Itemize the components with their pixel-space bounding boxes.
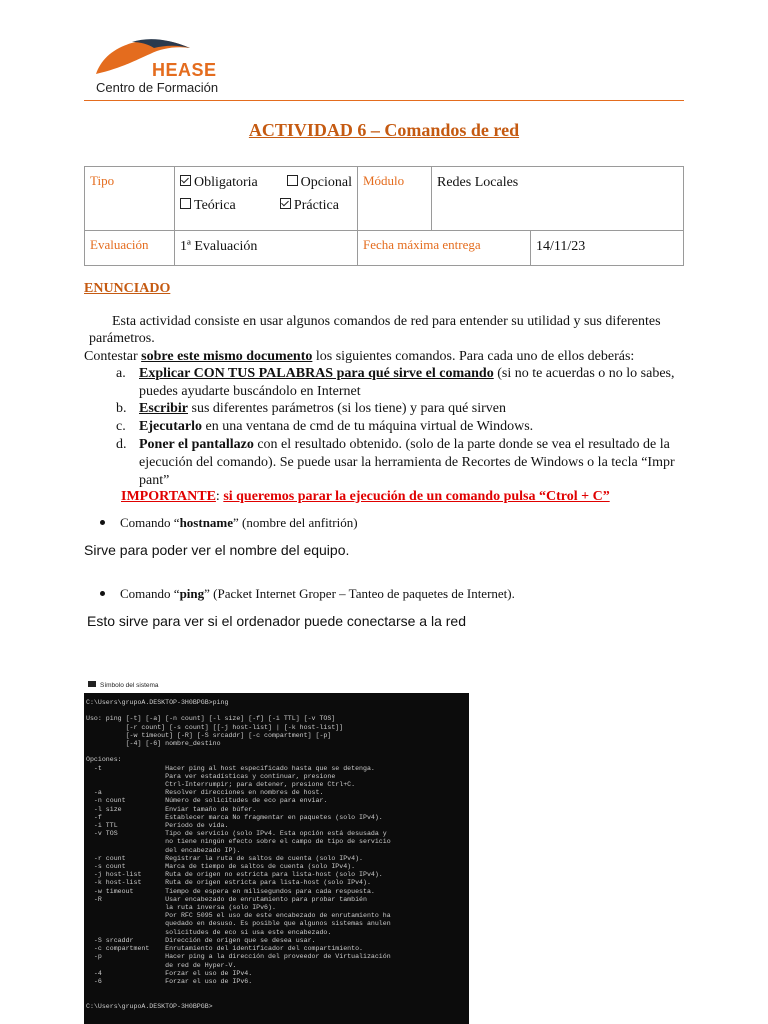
- cmd-output-line: -6 Forzar el uso de IPv6.: [86, 977, 253, 985]
- hease-logo: [92, 36, 222, 98]
- list-item-a: [116, 365, 684, 401]
- cmd-output-line: -c compartment Enrutamiento del identificador del compartimiento.: [86, 945, 363, 953]
- checked-checkbox-icon: [280, 198, 291, 209]
- unchecked-checkbox-icon: [180, 198, 191, 209]
- cmd-output-line: -4 Forzar el uso de IPv4.: [86, 969, 253, 977]
- list-text: [139, 400, 684, 418]
- cmd-output-line: Para ver estadísticas y continuar, presione: [86, 772, 336, 780]
- logo-subtitle: Centro de Formación: [96, 80, 219, 95]
- cmd-output-line: -l size Enviar tamaño de búfer.: [86, 805, 257, 813]
- evaluacion-value-cell: [175, 231, 358, 266]
- cmd-output-line: -v TOS Tipo de servicio (solo IPv4. Esta opción está desusada y: [86, 830, 387, 838]
- cmd-screenshot: [84, 678, 469, 1024]
- bullet-icon: [100, 520, 105, 525]
- important-text: si queremos parar la ejecución de un comando pulsa “Ctrol + C”: [223, 489, 610, 504]
- cmd-output-line: -n count Número de solicitudes de eco para enviar.: [86, 797, 328, 805]
- page-title: ACTIVIDAD 6 – Comandos de red: [248, 120, 520, 140]
- list-marker: a.: [116, 366, 126, 381]
- header-divider: [84, 100, 684, 101]
- list-text-bold: Ejecutarlo: [139, 419, 202, 434]
- fecha-value: 14/11/23: [536, 239, 586, 254]
- cmd-output-line: -k host-list Ruta de origen estricta para lista-host (solo IPv4).: [86, 879, 371, 887]
- list-marker: b.: [116, 401, 127, 416]
- list-marker: c.: [116, 419, 126, 434]
- cmd-output-line: -r count Registrar la ruta de saltos de cuenta (solo IPv4).: [86, 854, 363, 862]
- evaluacion-label: Evaluación: [90, 237, 149, 252]
- modulo-label-cell: [358, 167, 432, 231]
- activity-info-table: [84, 166, 684, 266]
- cmd-output-line: de red de Hyper-V.: [86, 961, 237, 969]
- cmd-output-line: -p Hacer ping a la dirección del proveedor de Virtualización: [86, 953, 391, 961]
- list-text-rest: (si no te acuerdas o no lo sabes, puedes ayudarte buscándolo en Internet: [139, 366, 675, 399]
- fecha-label: Fecha máxima entrega: [363, 237, 481, 252]
- cmd-window-icon: [88, 681, 96, 687]
- cmd-output-line: -R Usar encabezado de enrutamiento para probar también: [86, 895, 367, 903]
- checked-checkbox-icon: [180, 175, 191, 186]
- command-pre: Comando “: [120, 515, 180, 530]
- modulo-value: Redes Locales: [437, 175, 519, 190]
- cmd-output-line: [-4] [-6] nombre_destino: [86, 740, 221, 748]
- cmd-output-line: -S srcaddr Dirección de origen que se desea usar.: [86, 936, 316, 944]
- tipo-label-cell: [85, 167, 175, 231]
- command-pre: Comando “: [120, 586, 180, 601]
- unchecked-checkbox-icon: [287, 175, 298, 186]
- important-note: [121, 489, 610, 505]
- option-label: Práctica: [293, 198, 339, 213]
- option-label: Opcional: [300, 175, 352, 190]
- important-label: IMPORTANTE: [121, 489, 216, 504]
- modulo-value-cell: [432, 167, 684, 231]
- cmd-output-line: [86, 986, 467, 994]
- cmd-output-line: Por RFC 5095 el uso de este encabezado de enrutamiento ha: [86, 912, 391, 920]
- list-text-bold: Escribir: [139, 401, 188, 416]
- bullet-icon: [100, 591, 105, 596]
- enunciado-heading: ENUNCIADO: [84, 281, 171, 296]
- command-post: ” (Packet Internet Groper – Tanteo de paquetes de Internet).: [204, 586, 515, 601]
- option-practica[interactable]: [280, 198, 339, 214]
- important-separator: :: [215, 489, 224, 504]
- list-text: [139, 365, 684, 401]
- cmd-output-line: [-w timeout] [-R] [-S srcaddr] [-c compartment] [-p]: [86, 731, 332, 739]
- cmd-output-line: del encabezado IP).: [86, 846, 241, 854]
- evaluacion-label-cell: [85, 231, 175, 266]
- cmd-output-line: -t Hacer ping al host especificado hasta que se detenga.: [86, 764, 375, 772]
- list-text: [139, 436, 684, 490]
- command-post: ” (nombre del anfitrión): [233, 515, 358, 530]
- list-text-bold: Poner el pantallazo: [139, 437, 254, 452]
- cmd-output-line: -w timeout Tiempo de espera en milisegundos para cada respuesta.: [86, 887, 375, 895]
- list-text-bold: Explicar CON TUS PALABRAS para qué sirve el comando: [139, 366, 494, 381]
- list-text: [139, 418, 684, 436]
- intro-line-2: parámetros.: [89, 331, 155, 346]
- cmd-title-bar: [84, 678, 469, 693]
- option-label: Teórica: [194, 198, 236, 213]
- contestar-instruction: [84, 348, 634, 365]
- hostname-answer: Sirve para poder ver el nombre del equipo.: [84, 542, 350, 558]
- list-marker: d.: [116, 437, 127, 452]
- cmd-output-line: [86, 707, 467, 715]
- command-name: hostname: [179, 515, 234, 530]
- contestar-post: los siguientes comandos. Para cada uno de ellos deberás:: [312, 349, 635, 364]
- fecha-cell: [358, 231, 684, 266]
- logo-name: HEASE: [152, 60, 217, 80]
- modulo-label: Módulo: [363, 173, 405, 188]
- contestar-pre: Contestar: [84, 349, 142, 364]
- cmd-output: [84, 693, 469, 1011]
- cmd-output-line: quedado en desuso. Es posible que algunos sistemas anulen: [86, 920, 391, 928]
- cmd-output-line: -a Resolver direcciones en nombres de host.: [86, 789, 324, 797]
- cmd-output-line: C:\Users\grupoA.DESKTOP-3H0BPGB>ping: [86, 699, 229, 706]
- cmd-output-line: Uso: ping [-t] [-a] [-n count] [-l size] [-f] [-i TTL] [-v TOS]: [86, 715, 336, 723]
- evaluacion-value: 1ª Evaluación: [180, 239, 258, 254]
- command-line: [120, 586, 515, 602]
- option-opcional[interactable]: [287, 175, 352, 191]
- cmd-window-title: Símbolo del sistema: [100, 682, 159, 689]
- cmd-output-line: la ruta inversa (solo IPv6).: [86, 904, 276, 912]
- intro-line-1: Esta actividad consiste en usar algunos comandos de red para entender su utilidad y sus diferentes: [112, 314, 661, 329]
- cmd-output-line: Ctrl-Interrumpir; para detener, presione Ctrl+C.: [86, 781, 356, 789]
- option-obligatoria[interactable]: [180, 175, 258, 191]
- cmd-output-line: C:\Users\grupoA.DESKTOP-3H0BPGB>: [86, 1002, 213, 1010]
- tipo-label: Tipo: [90, 173, 115, 188]
- cmd-output-line: [-r count] [-s count] [[-j host-list] | [-k host-list]]: [86, 723, 344, 731]
- ping-answer: Esto sirve para ver si el ordenador puede conectarse a la red: [87, 613, 466, 629]
- cmd-output-line: Opciones:: [86, 756, 122, 764]
- tipo-options-cell: [175, 167, 358, 231]
- cmd-output-line: solicitudes de eco si usa este encabezado.: [86, 928, 332, 936]
- command-line: [120, 515, 358, 531]
- cmd-output-line: [86, 994, 467, 1002]
- list-text-rest: con el resultado obtenido. (solo de la parte donde se vea el resultado de la ejecución del comando). Se puede usar la herramienta de Recortes de Windows o la tecla “Impr pant”: [139, 437, 675, 488]
- cmd-output-line: no tiene ningún efecto sobre el campo de tipo de servicio: [86, 838, 391, 846]
- list-text-rest: sus diferentes parámetros (si los tiene) y para qué sirven: [188, 401, 507, 416]
- option-teorica[interactable]: [180, 198, 236, 214]
- cmd-output-line: -j host-list Ruta de origen no estricta para lista-host (solo IPv4).: [86, 871, 383, 879]
- cmd-output-line: -i TTL Período de vida.: [86, 822, 229, 830]
- command-name: ping: [179, 586, 205, 601]
- cmd-output-line: -s count Marca de tiempo de saltos de cuenta (solo IPv4).: [86, 863, 356, 871]
- list-text-rest: en una ventana de cmd de tu máquina virtual de Windows.: [201, 419, 534, 434]
- contestar-emphasis: sobre este mismo documento: [141, 349, 313, 364]
- option-label: Obligatoria: [194, 175, 258, 190]
- cmd-output-line: -f Establecer marca No fragmentar en paquetes (solo IPv4).: [86, 813, 383, 821]
- cmd-output-line: [86, 748, 467, 756]
